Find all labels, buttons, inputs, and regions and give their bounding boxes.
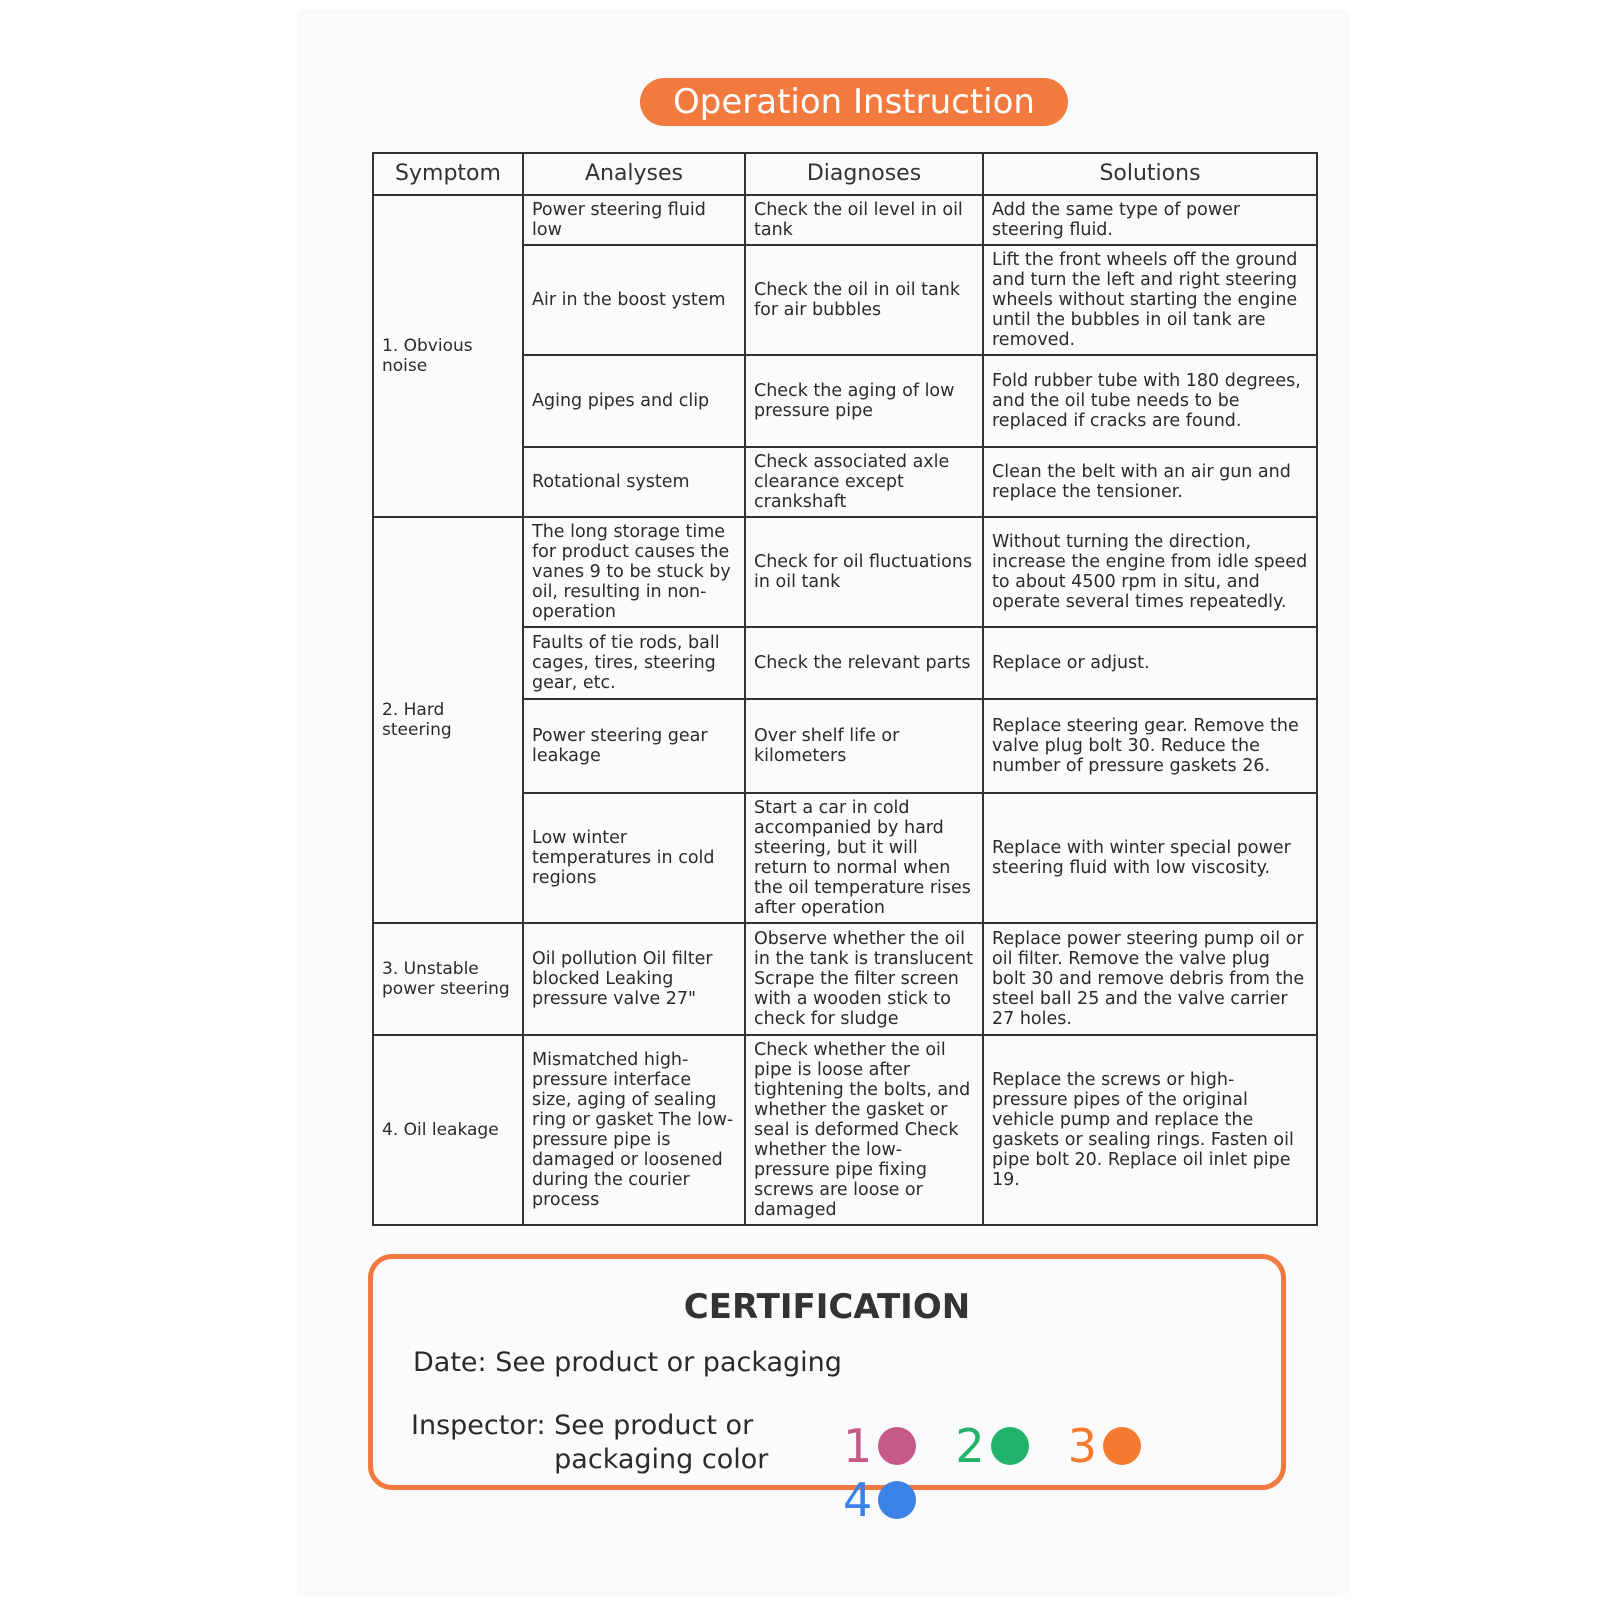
- color-dot: [1103, 1427, 1141, 1465]
- solution-cell: Replace with winter special power steering fluid with low viscosity.: [983, 793, 1317, 923]
- color-mark-2: [955, 1419, 1028, 1473]
- date-value: See product or packaging: [495, 1347, 842, 1378]
- header-solutions: Solutions: [983, 153, 1317, 195]
- color-mark-3: [1068, 1419, 1141, 1473]
- color-mark-1: [843, 1419, 916, 1473]
- analysis-cell: Low winter temperatures in cold regions: [523, 793, 745, 923]
- diagnosis-cell: Observe whether the oil in the tank is translucent Scrape the filter screen with a wooden stick to check for sludge: [745, 923, 983, 1035]
- symptom-cell: 2. Hard steering: [373, 517, 523, 923]
- mark-number: 4: [843, 1473, 873, 1527]
- solution-cell: Clean the belt with an air gun and replace the tensioner.: [983, 447, 1317, 517]
- diagnosis-cell: Check for oil fluctuations in oil tank: [745, 517, 983, 627]
- solution-cell: Add the same type of power steering fluid.: [983, 195, 1317, 245]
- diagnosis-cell: Check the oil level in oil tank: [745, 195, 983, 245]
- diagnosis-cell: Check the oil in oil tank for air bubbles: [745, 245, 983, 355]
- analysis-cell: The long storage time for product causes the vanes 9 to be stuck by oil, resulting in non-operation: [523, 517, 745, 627]
- certification-inspector: [411, 1409, 774, 1477]
- analysis-cell: Mismatched high-pressure interface size, aging of sealing ring or gasket The low-pressure pipe is damaged or loosened during the courier process: [523, 1035, 745, 1225]
- color-dot: [878, 1481, 916, 1519]
- diagnosis-cell: Check whether the oil pipe is loose after tightening the bolts, and whether the gasket or seal is deformed Check whether the low-pressure pipe fixing screws are loose or damaged: [745, 1035, 983, 1225]
- table-row: [373, 923, 1317, 1035]
- date-label: Date:: [413, 1347, 487, 1378]
- analysis-cell: Aging pipes and clip: [523, 355, 745, 447]
- analysis-cell: Power steering gear leakage: [523, 699, 745, 793]
- table-row: [373, 1035, 1317, 1225]
- color-mark-4: [843, 1473, 916, 1527]
- diagnosis-cell: Check associated axle clearance except crankshaft: [745, 447, 983, 517]
- analysis-cell: Air in the boost ystem: [523, 245, 745, 355]
- diagnosis-cell: Check the relevant parts: [745, 627, 983, 699]
- solution-cell: Lift the front wheels off the ground and turn the left and right steering wheels without starting the engine until the bubbles in oil tank are removed.: [983, 245, 1317, 355]
- color-dot: [991, 1427, 1029, 1465]
- symptom-cell: 1. Obvious noise: [373, 195, 523, 517]
- certification-box: [368, 1254, 1286, 1527]
- table-row: [373, 517, 1317, 627]
- mark-number: 3: [1067, 1419, 1098, 1473]
- page-title: Operation Instruction: [640, 78, 1068, 126]
- diagnosis-cell: Over shelf life or kilometers: [745, 699, 983, 793]
- analysis-cell: Oil pollution Oil filter blocked Leaking pressure valve 27": [523, 923, 745, 1035]
- analysis-cell: Faults of tie rods, ball cages, tires, steering gear, etc.: [523, 627, 745, 699]
- analysis-cell: Rotational system: [523, 447, 745, 517]
- header-analyses: Analyses: [523, 153, 745, 195]
- solution-cell: Replace the screws or high-pressure pipes of the original vehicle pump and replace the gaskets or sealing rings. Fasten oil pipe bolt 20. Replace oil inlet pipe 19.: [983, 1035, 1317, 1225]
- table-header-row: [373, 153, 1317, 195]
- mark-number: 1: [843, 1419, 873, 1473]
- troubleshooting-table: [372, 152, 1318, 1226]
- solution-cell: Without turning the direction, increase the engine from idle speed to about 4500 rpm in situ, and operate several times repeatedly.: [983, 517, 1317, 627]
- diagnosis-cell: Start a car in cold accompanied by hard steering, but it will return to normal when the oil temperature rises after operation: [745, 793, 983, 923]
- header-symptom: Symptom: [373, 153, 523, 195]
- solution-cell: Replace power steering pump oil or oil filter. Remove the valve plug bolt 30 and remove debris from the steel ball 25 and the valve carrier 27 holes.: [983, 923, 1317, 1035]
- color-dot: [878, 1427, 916, 1465]
- solution-cell: Replace or adjust.: [983, 627, 1317, 699]
- analysis-cell: Power steering fluid low: [523, 195, 745, 245]
- certification-title: CERTIFICATION: [683, 1287, 971, 1327]
- table-row: [373, 195, 1317, 245]
- inspector-label: Inspector:: [411, 1410, 546, 1441]
- inspector-color-marks: [843, 1419, 1281, 1527]
- diagnosis-cell: Check the aging of low pressure pipe: [745, 355, 983, 447]
- mark-number: 2: [955, 1419, 985, 1473]
- symptom-cell: 3. Unstable power steering: [373, 923, 523, 1035]
- solution-cell: Fold rubber tube with 180 degrees, and the oil tube needs to be replaced if cracks are found.: [983, 355, 1317, 447]
- inspector-value: See product or packaging color: [554, 1410, 769, 1475]
- symptom-cell: 4. Oil leakage: [373, 1035, 523, 1225]
- certification-date: [413, 1347, 842, 1378]
- solution-cell: Replace steering gear. Remove the valve plug bolt 30. Reduce the number of pressure gaskets 26.: [983, 699, 1317, 793]
- header-diagnoses: Diagnoses: [745, 153, 983, 195]
